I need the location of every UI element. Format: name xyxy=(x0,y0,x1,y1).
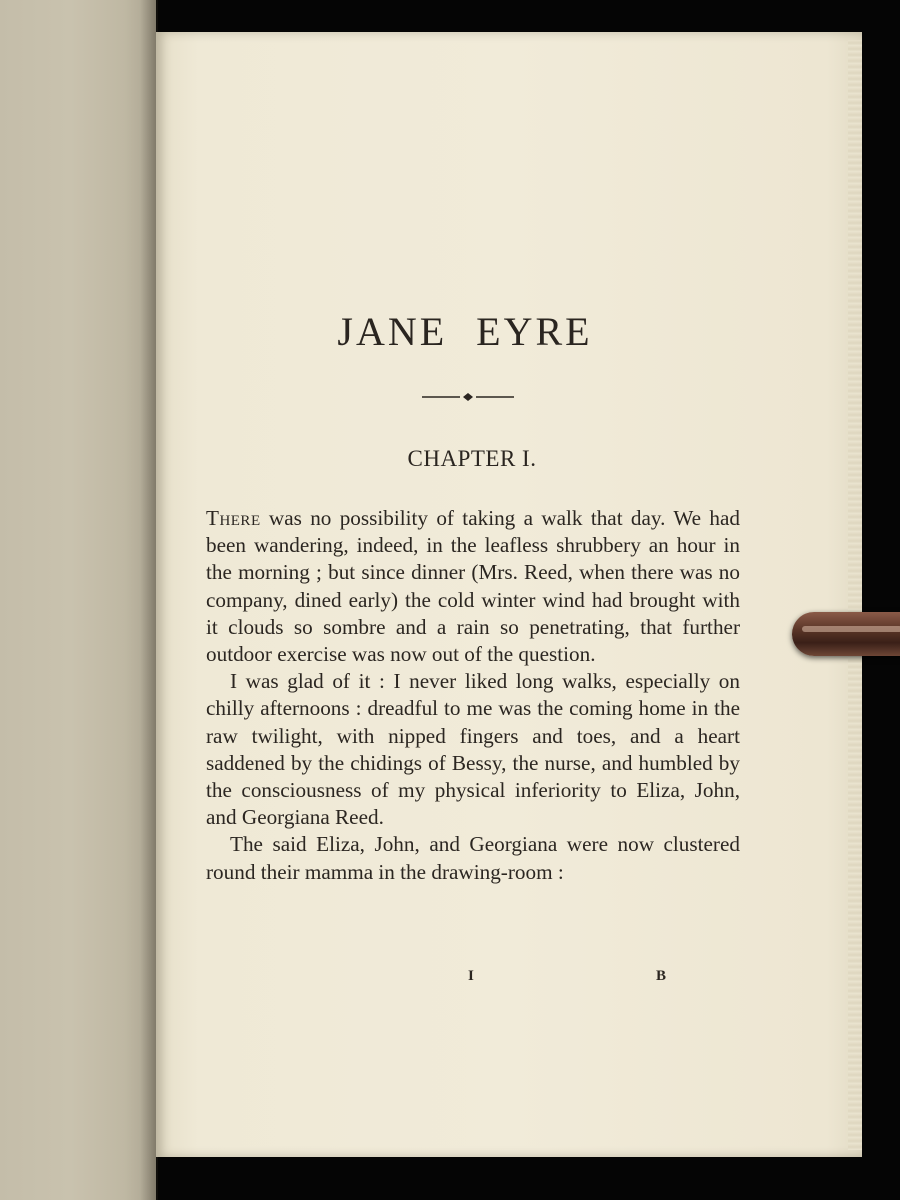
paragraph-3: The said Eliza, John, and Georgiana were now clustered round their mamma in the drawing-room : xyxy=(206,832,740,884)
bookmark-ribbon xyxy=(792,612,900,656)
paragraph-text: was no possibility of taking a walk that day. We had been wandering, indeed, in the leafless shrubbery an hour in the morning ; but since dinner (Mrs. Reed, when there was no company, dined early) the cold winter wind had brought with it clouds so sombre and a rain so penetrating, that further outdoor exercise was now out of the question. xyxy=(206,506,740,667)
signature-mark: B xyxy=(656,968,667,984)
paragraph-lead-word: There xyxy=(206,506,261,530)
chapter-body xyxy=(206,505,740,886)
book-title: JANE EYRE xyxy=(337,309,593,354)
paragraph-2: I was glad of it : I never liked long walks, especially on chilly afternoons : dreadful to me was the coming home in the raw twilight, with nipped fingers and toes, and a heart saddened by the chidings of Bessy, the nurse, and humbled by the consciousness of my physical inferiority to Eliza, John, and Georgiana Reed. xyxy=(206,669,740,830)
chapter-heading: CHAPTER I. xyxy=(407,446,537,471)
paragraph-1 xyxy=(206,505,740,668)
left-page xyxy=(0,0,156,1200)
page-edge xyxy=(848,40,862,1150)
ornament-rule-icon xyxy=(420,390,516,404)
page-number: I xyxy=(468,968,474,984)
